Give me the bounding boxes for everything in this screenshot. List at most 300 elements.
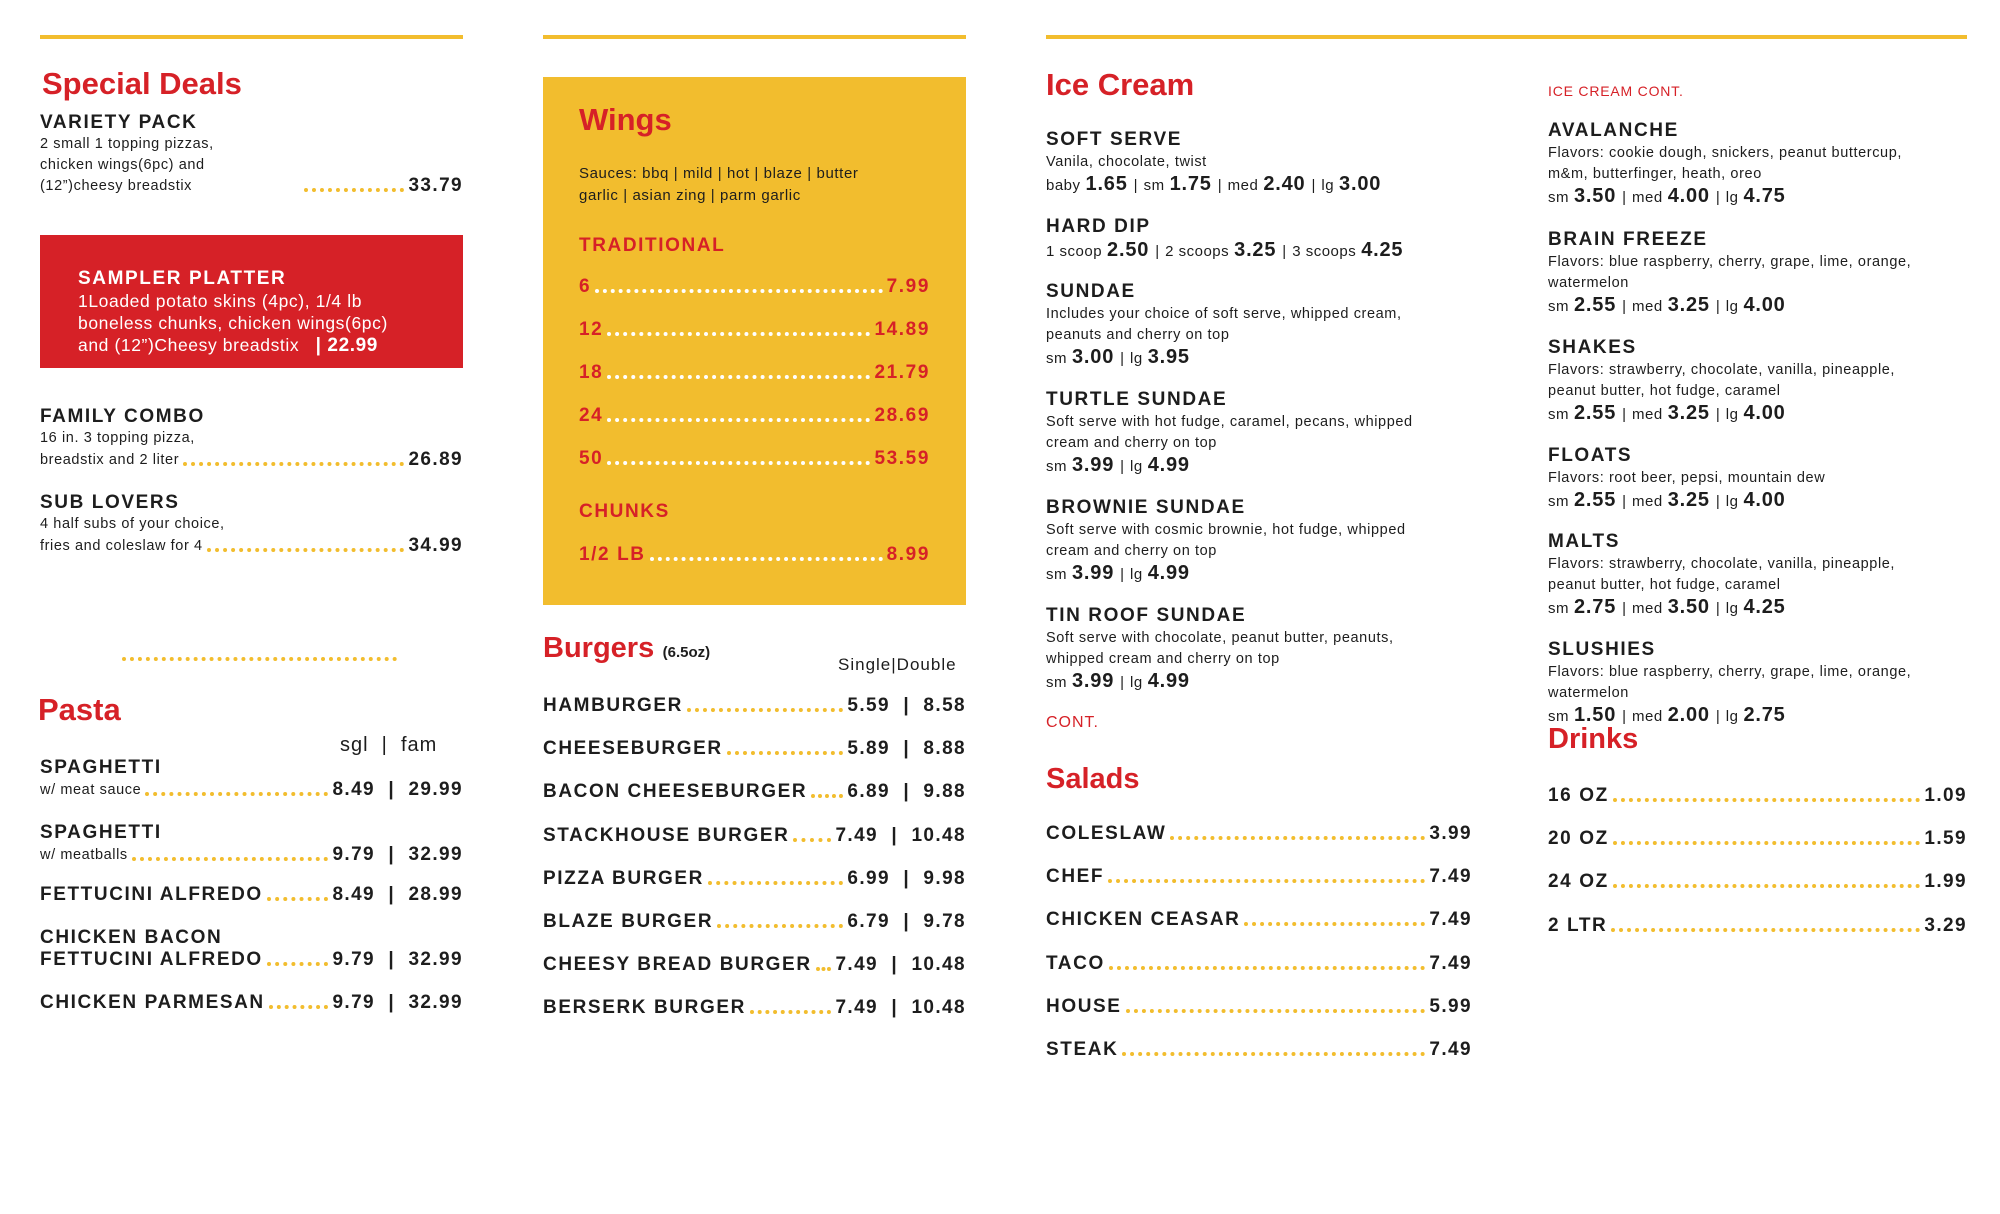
- ice-cream-item-desc: m&m, butterfinger, heath, oreo: [1548, 166, 1762, 182]
- separator: |: [1715, 708, 1720, 725]
- ice-cream-item: [1548, 530, 1988, 620]
- salad-name: CHICKEN CEASAR: [1046, 909, 1241, 931]
- chunks-label: CHUNKS: [579, 501, 670, 522]
- ice-cream-item-name: SOFT SERVE: [1046, 129, 1183, 150]
- size-price: 2.55: [1574, 294, 1617, 316]
- pasta-item-name: CHICKEN PARMESAN: [40, 992, 265, 1013]
- drink-row: [1548, 871, 1967, 893]
- ice-cream-item-desc: watermelon: [1548, 685, 1629, 701]
- ice-cream-item-name: BROWNIE SUNDAE: [1046, 497, 1246, 518]
- size-price: 4.99: [1147, 562, 1190, 584]
- ice-cream-item-name: MALTS: [1548, 531, 1621, 552]
- chunks-count: 1/2 LB: [579, 544, 646, 565]
- ice-cream-item-name: BRAIN FREEZE: [1548, 229, 1708, 250]
- ice-cream-sizes: [1548, 596, 1988, 620]
- size-price: 3.00: [1339, 173, 1382, 195]
- family-combo-desc: 16 in. 3 topping pizza,: [40, 430, 195, 446]
- ice-cream-item-name: SLUSHIES: [1548, 639, 1656, 660]
- drink-name: 16 OZ: [1548, 785, 1609, 806]
- size-price: 4.25: [1743, 596, 1786, 618]
- family-combo-desc-2: breadstix and 2 liter: [40, 452, 180, 468]
- pasta-item: [40, 884, 463, 906]
- size-price: 3.95: [1147, 346, 1190, 368]
- drink-row: [1548, 828, 1967, 850]
- separator: |: [1120, 566, 1125, 583]
- size-price: 4.99: [1147, 454, 1190, 476]
- burger-name: PIZZA BURGER: [543, 867, 704, 889]
- burgers-title: [543, 632, 710, 665]
- ice-cream-item: [1046, 280, 1486, 370]
- size-price: 4.75: [1743, 185, 1786, 207]
- size-price: 2.50: [1107, 239, 1150, 261]
- pasta-col-header: sgl | fam: [340, 734, 438, 756]
- separator: |: [1715, 189, 1720, 206]
- burger-row: [543, 738, 966, 760]
- dot-leader: [793, 838, 831, 842]
- wings-row: [579, 448, 930, 470]
- sub-lovers-price: 34.99: [408, 535, 463, 556]
- size-label: sm: [1046, 566, 1067, 583]
- size-label: lg: [1725, 298, 1739, 315]
- variety-pack-name: VARIETY PACK: [40, 112, 198, 133]
- family-combo-price: 26.89: [408, 449, 463, 470]
- size-price: 4.00: [1743, 489, 1786, 511]
- salad-price: 7.49: [1429, 952, 1472, 974]
- drink-row: [1548, 785, 1967, 807]
- ice-cream-item-desc: peanut butter, hot fudge, caramel: [1548, 577, 1781, 593]
- burger-row: [543, 695, 966, 717]
- salad-name: HOUSE: [1046, 995, 1122, 1017]
- size-price: 2.55: [1574, 402, 1617, 424]
- ice-cream-sizes: [1548, 185, 1988, 209]
- size-label: 3 scoops: [1292, 243, 1357, 260]
- pasta-item-name: SPAGHETTI: [40, 822, 162, 843]
- ice-cream-item-desc: Flavors: blue raspberry, cherry, grape, lime, orange,: [1548, 254, 1912, 270]
- dot-leader: [607, 375, 870, 379]
- top-rule-col3: [1046, 35, 1967, 39]
- size-price: 2.75: [1574, 596, 1617, 618]
- size-price: 3.25: [1667, 489, 1710, 511]
- salad-name: CHEF: [1046, 866, 1105, 888]
- variety-pack: [40, 112, 463, 197]
- wings-count: 50: [579, 448, 604, 469]
- dot-leader: [304, 188, 404, 192]
- separator: |: [1120, 674, 1125, 691]
- size-label: baby: [1046, 177, 1081, 194]
- ice-cream-item-desc: peanut butter, hot fudge, caramel: [1548, 383, 1781, 399]
- pasta-item-price: 9.79 | 32.99: [332, 844, 463, 865]
- salads-title: Salads: [1046, 763, 1140, 795]
- wings-price: 14.89: [874, 319, 930, 340]
- salad-row: [1046, 823, 1472, 845]
- dot-leader: [132, 857, 329, 861]
- dot-leader: [1109, 966, 1426, 970]
- ice-cream-item-desc: Flavors: strawberry, chocolate, vanilla, pineapple,: [1548, 556, 1896, 572]
- wings-price: 7.99: [886, 276, 930, 297]
- burger-name: BERSERK BURGER: [543, 997, 746, 1019]
- wings-row: [579, 319, 930, 341]
- ice-cream-item: [1548, 336, 1988, 426]
- size-label: 2 scoops: [1165, 243, 1230, 260]
- family-combo: [40, 406, 463, 471]
- salad-price: 5.99: [1429, 995, 1472, 1017]
- pasta-item-price: 9.79 | 32.99: [332, 949, 463, 970]
- ice-cream-sizes: [1548, 489, 1988, 513]
- ice-cream-title: Ice Cream: [1046, 67, 1195, 102]
- ice-cream-item-name: SUNDAE: [1046, 281, 1136, 302]
- size-price: 3.50: [1574, 185, 1617, 207]
- wings-row: [579, 405, 930, 427]
- burger-name: CHEESY BREAD BURGER: [543, 954, 812, 976]
- size-price: 1.50: [1574, 704, 1617, 726]
- salad-name: STEAK: [1046, 1039, 1119, 1060]
- separator: |: [1622, 189, 1627, 206]
- ice-cream-item-desc: Vanila, chocolate, twist: [1046, 154, 1207, 170]
- dot-leader: [1126, 1009, 1426, 1013]
- wings-box: [543, 77, 966, 605]
- drink-row: [1548, 915, 1967, 937]
- burger-price: 6.99 | 9.98: [847, 867, 966, 889]
- burger-name: BACON CHEESEBURGER: [543, 781, 808, 803]
- size-label: med: [1632, 708, 1663, 725]
- wings-count: 6: [579, 276, 592, 297]
- burger-price: 5.59 | 8.58: [847, 695, 966, 716]
- pasta-item-sub: w/ meatballs: [40, 847, 128, 863]
- sub-lovers: [40, 492, 463, 557]
- dot-leader: [1244, 922, 1425, 926]
- drink-name: 2 LTR: [1548, 914, 1608, 936]
- ice-cream-sizes: [1046, 562, 1486, 586]
- ice-cream-item: [1046, 604, 1486, 694]
- pasta-item: [40, 992, 463, 1014]
- ice-cream-item-desc: Soft serve with cosmic brownie, hot fudge, whipped: [1046, 522, 1406, 538]
- variety-pack-price: 33.79: [408, 175, 463, 196]
- size-label: lg: [1725, 406, 1739, 423]
- separator: |: [1311, 177, 1316, 194]
- size-label: sm: [1046, 458, 1067, 475]
- wings-price: 21.79: [874, 362, 930, 383]
- burger-row: [543, 911, 966, 933]
- dot-leader: [267, 962, 329, 966]
- pasta-item: [40, 757, 463, 801]
- size-label: lg: [1130, 458, 1143, 475]
- dot-leader: [1611, 928, 1920, 932]
- separator: |: [1155, 243, 1160, 260]
- sampler-platter-desc: 1Loaded potato skins (4pc), 1/4 lb boneless chunks, chicken wings(6pc) and (12”)Cheesy breadstix | 22.99: [78, 291, 388, 356]
- ice-cream-item-name: TIN ROOF SUNDAE: [1046, 605, 1247, 626]
- burger-row: [543, 781, 966, 803]
- ice-cream-item-desc: Flavors: blue raspberry, cherry, grape, lime, orange,: [1548, 664, 1912, 680]
- ice-cream-item: [1046, 388, 1486, 478]
- ice-cream-item-desc: cream and cherry on top: [1046, 435, 1217, 451]
- burgers-weight: (6.5oz): [662, 644, 711, 661]
- dot-leader: [717, 924, 843, 928]
- ice-cream-item-desc: peanuts and cherry on top: [1046, 327, 1230, 343]
- ice-cream-sizes: [1548, 402, 1988, 426]
- separator: |: [1217, 177, 1222, 194]
- size-price: 2.00: [1667, 704, 1710, 726]
- burger-row: [543, 868, 966, 890]
- wings-count: 12: [579, 319, 604, 340]
- special-deals-title: Special Deals: [42, 66, 242, 101]
- dot-leader: [207, 548, 405, 552]
- size-label: med: [1227, 177, 1259, 194]
- size-price: 3.00: [1072, 346, 1115, 368]
- size-price: 4.00: [1743, 294, 1786, 316]
- dot-leader: [687, 708, 843, 712]
- separator: |: [1120, 458, 1125, 475]
- size-price: 3.99: [1072, 454, 1115, 476]
- drink-name: 24 OZ: [1548, 871, 1609, 893]
- dot-leader: [269, 1005, 329, 1009]
- pasta-item-price: 8.49 | 28.99: [332, 884, 463, 905]
- traditional-label: TRADITIONAL: [579, 235, 726, 256]
- dot-leader: [750, 1010, 832, 1014]
- ice-cream-item-name: SHAKES: [1548, 337, 1637, 358]
- chunks-price: 8.99: [886, 544, 930, 565]
- size-label: lg: [1321, 177, 1335, 194]
- salad-name: COLESLAW: [1046, 823, 1167, 844]
- dot-leader: [1122, 1052, 1425, 1056]
- size-label: sm: [1046, 350, 1067, 367]
- size-label: sm: [1046, 674, 1067, 691]
- ice-cream-item-desc: cream and cherry on top: [1046, 543, 1217, 559]
- wings-sauces: Sauces: bbq | mild | hot | blaze | butter garlic | asian zing | parm garlic: [579, 165, 859, 204]
- size-label: med: [1632, 600, 1663, 617]
- ice-cream-sizes: [1046, 239, 1486, 263]
- ice-cream-sizes: [1046, 173, 1486, 197]
- dot-leader: [607, 418, 870, 422]
- ice-cream-item-desc: Soft serve with chocolate, peanut butter, peanuts,: [1046, 630, 1394, 646]
- ice-cream-item: [1548, 638, 1988, 728]
- size-price: 3.25: [1667, 294, 1710, 316]
- salad-price: 7.49: [1429, 909, 1472, 931]
- wings-price: 53.59: [874, 448, 930, 469]
- size-label: sm: [1548, 708, 1569, 725]
- dot-leader: [727, 751, 844, 755]
- drinks-title: Drinks: [1548, 723, 1639, 755]
- drink-price: 1.09: [1924, 785, 1967, 806]
- wings-row: [579, 276, 930, 298]
- separator: |: [1622, 493, 1627, 510]
- size-price: 3.99: [1072, 562, 1115, 584]
- size-label: sm: [1548, 298, 1569, 315]
- dot-leader: [607, 332, 870, 336]
- ice-cream-item: [1548, 119, 1988, 209]
- dot-leader: [1613, 798, 1921, 802]
- burger-row: [543, 954, 966, 976]
- dot-leader: [1613, 841, 1921, 845]
- size-label: lg: [1725, 189, 1739, 206]
- sub-lovers-desc-2: fries and coleslaw for 4: [40, 538, 203, 554]
- salad-row: [1046, 909, 1472, 931]
- salad-row: [1046, 953, 1472, 975]
- drink-price: 1.99: [1924, 871, 1967, 893]
- dot-leader: [1108, 879, 1425, 883]
- ice-cream-item-desc: Flavors: root beer, pepsi, mountain dew: [1548, 470, 1826, 486]
- ice-cream-item-desc: Soft serve with hot fudge, caramel, pecans, whipped: [1046, 414, 1413, 430]
- ice-cream-item: [1548, 228, 1988, 318]
- ice-cream-item-desc: watermelon: [1548, 275, 1629, 291]
- salad-price: 7.49: [1429, 1039, 1472, 1060]
- pasta-item-price: 8.49 | 29.99: [332, 779, 463, 800]
- ice-cream-item-desc: Flavors: cookie dough, snickers, peanut buttercup,: [1548, 145, 1903, 161]
- dot-leader: [595, 289, 882, 293]
- divider-dots: [122, 657, 397, 661]
- sub-lovers-name: SUB LOVERS: [40, 492, 180, 513]
- top-rule-col2: [543, 35, 966, 39]
- burger-name: BLAZE BURGER: [543, 911, 714, 932]
- ice-cream-item-desc: Includes your choice of soft serve, whipped cream,: [1046, 306, 1402, 322]
- burger-price: 6.89 | 9.88: [847, 781, 966, 803]
- size-label: sm: [1548, 189, 1569, 206]
- salad-price: 3.99: [1429, 823, 1472, 844]
- dot-leader: [607, 461, 870, 465]
- separator: |: [1622, 406, 1627, 423]
- pasta-item-name: SPAGHETTI: [40, 757, 162, 778]
- sampler-platter-box: [40, 235, 463, 368]
- size-price: 2.40: [1263, 173, 1306, 195]
- ice-cream-sizes: [1548, 294, 1988, 318]
- size-price: 4.25: [1361, 239, 1404, 261]
- pasta-item-name-2: FETTUCINI ALFREDO: [40, 949, 263, 970]
- wings-row: [579, 362, 930, 384]
- separator: |: [1715, 600, 1720, 617]
- variety-pack-desc: 2 small 1 topping pizzas, chicken wings(6pc) and (12”)cheesy breadstix: [40, 136, 214, 194]
- chunks-row: [579, 544, 930, 566]
- ice-cream-sizes: [1046, 346, 1486, 370]
- size-label: med: [1632, 493, 1663, 510]
- burgers-col-header: Single|Double: [838, 655, 957, 674]
- size-label: sm: [1548, 406, 1569, 423]
- salad-price: 7.49: [1429, 866, 1472, 888]
- size-label: med: [1632, 189, 1663, 206]
- separator: |: [1133, 177, 1138, 194]
- size-label: lg: [1130, 350, 1143, 367]
- size-label: lg: [1130, 674, 1143, 691]
- ice-cream-item-name: AVALANCHE: [1548, 120, 1679, 141]
- dot-leader: [183, 462, 404, 466]
- ice-cream-item-desc: Flavors: strawberry, chocolate, vanilla, pineapple,: [1548, 362, 1896, 378]
- size-price: 4.99: [1147, 670, 1190, 692]
- size-price: 1.75: [1169, 173, 1212, 195]
- salad-row: [1046, 1039, 1472, 1061]
- size-label: sm: [1143, 177, 1165, 194]
- size-label: lg: [1725, 493, 1739, 510]
- dot-leader: [145, 792, 328, 796]
- separator: |: [1120, 350, 1125, 367]
- separator: |: [1622, 298, 1627, 315]
- drink-name: 20 OZ: [1548, 828, 1609, 850]
- top-rule-col1: [40, 35, 463, 39]
- size-label: med: [1632, 298, 1663, 315]
- wings-price: 28.69: [874, 405, 930, 426]
- ice-cream-item: [1046, 128, 1486, 197]
- ice-cream-cont-label: ICE CREAM CONT.: [1548, 83, 1684, 99]
- salad-row: [1046, 996, 1472, 1018]
- burger-price: 6.79 | 9.78: [847, 911, 966, 932]
- size-label: lg: [1130, 566, 1143, 583]
- size-label: 1 scoop: [1046, 243, 1103, 260]
- pasta-title: Pasta: [38, 692, 121, 727]
- dot-leader: [811, 794, 843, 798]
- ice-cream-item: [1046, 496, 1486, 586]
- size-price: 3.50: [1667, 596, 1710, 618]
- wings-count: 18: [579, 362, 604, 383]
- burger-price: 7.49 | 10.48: [835, 954, 966, 976]
- ice-cream-item: [1046, 215, 1486, 263]
- ice-cream-item-name: HARD DIP: [1046, 216, 1151, 237]
- burger-price: 7.49 | 10.48: [835, 997, 966, 1019]
- size-label: med: [1632, 406, 1663, 423]
- pasta-item-sub: w/ meat sauce: [40, 782, 142, 798]
- burgers-title-text: Burgers: [543, 632, 655, 664]
- sampler-platter-name: SAMPLER PLATTER: [78, 268, 287, 289]
- ice-cream-item-name: FLOATS: [1548, 445, 1633, 466]
- separator: |: [1622, 708, 1627, 725]
- wings-title: Wings: [579, 102, 672, 137]
- size-label: sm: [1548, 600, 1569, 617]
- wings-count: 24: [579, 405, 604, 426]
- pasta-item-name: FETTUCINI ALFREDO: [40, 884, 263, 905]
- ice-cream-sizes: [1046, 454, 1486, 478]
- burger-name: STACKHOUSE BURGER: [543, 824, 790, 846]
- size-price: 2.55: [1574, 489, 1617, 511]
- burger-price: 5.89 | 8.88: [847, 738, 966, 760]
- dot-leader: [650, 557, 883, 561]
- pasta-item: [40, 822, 463, 866]
- ice-cream-item-desc: whipped cream and cherry on top: [1046, 651, 1280, 667]
- ice-cream-item: [1548, 444, 1988, 513]
- size-label: sm: [1548, 493, 1569, 510]
- burger-row: [543, 997, 966, 1019]
- drink-price: 3.29: [1924, 914, 1967, 936]
- pasta-item-name: CHICKEN BACON: [40, 927, 223, 948]
- burger-price: 7.49 | 10.48: [835, 824, 966, 846]
- pasta-item-price: 9.79 | 32.99: [332, 992, 463, 1013]
- ice-cream-cont: CONT.: [1046, 714, 1099, 731]
- sampler-platter-price: | 22.99: [315, 335, 378, 356]
- dot-leader: [1613, 884, 1921, 888]
- family-combo-name: FAMILY COMBO: [40, 406, 205, 427]
- size-label: lg: [1725, 600, 1739, 617]
- dot-leader: [816, 967, 832, 971]
- burger-name: HAMBURGER: [543, 695, 684, 716]
- separator: |: [1715, 493, 1720, 510]
- burger-row: [543, 825, 966, 847]
- drink-price: 1.59: [1924, 828, 1967, 850]
- pasta-item: [40, 927, 463, 971]
- size-price: 4.00: [1743, 402, 1786, 424]
- dot-leader: [267, 897, 329, 901]
- separator: |: [1715, 298, 1720, 315]
- size-price: 3.25: [1234, 239, 1277, 261]
- size-price: 3.99: [1072, 670, 1115, 692]
- ice-cream-sizes: [1046, 670, 1486, 694]
- size-label: lg: [1725, 708, 1739, 725]
- salad-row: [1046, 866, 1472, 888]
- separator: |: [1622, 600, 1627, 617]
- size-price: 1.65: [1085, 173, 1128, 195]
- separator: |: [1282, 243, 1287, 260]
- ice-cream-item-name: TURTLE SUNDAE: [1046, 389, 1228, 410]
- size-price: 3.25: [1667, 402, 1710, 424]
- burger-name: CHEESEBURGER: [543, 738, 723, 760]
- sub-lovers-desc: 4 half subs of your choice,: [40, 516, 225, 532]
- salad-name: TACO: [1046, 952, 1105, 974]
- dot-leader: [1170, 836, 1425, 840]
- dot-leader: [708, 881, 843, 885]
